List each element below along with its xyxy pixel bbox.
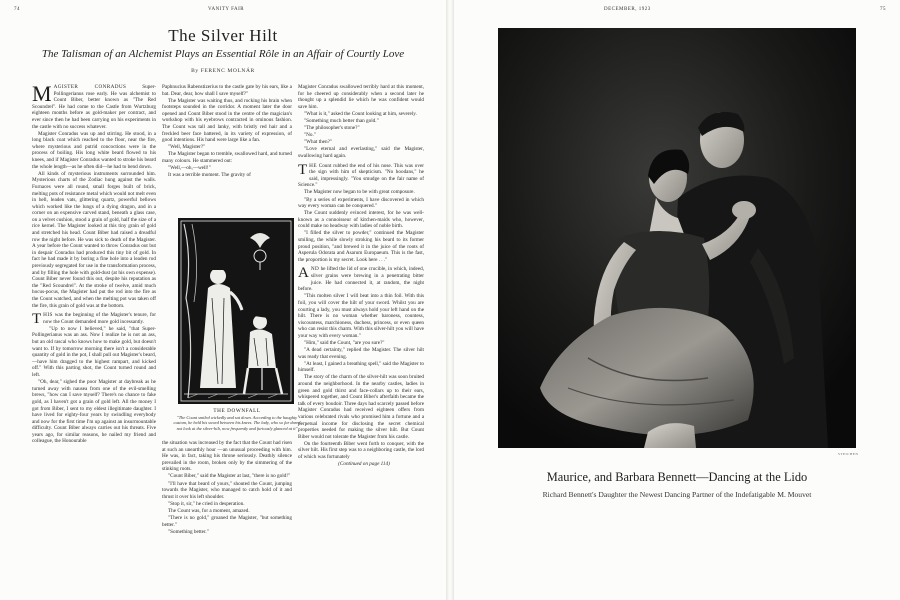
left-folio-number: 74	[14, 7, 20, 12]
paragraph: The Magister now began to be with great composure.	[304, 189, 415, 196]
paragraph: The Magister began to tremble, swallowed hard, and turned many colours. He stammered out:	[162, 151, 292, 165]
paragraph: Paphnucius Rabenstizerius to the castle gate by his ears, like a bat. Dear, dear, how shall I save myself?"	[162, 84, 292, 97]
paragraph: The Magister was waiting thus, and rocking his brain when footsteps sounded in the corridor. A moment later the door opened and Count Biber stood in the centre of the magician's workshop with his eyebrows contracted in ominous fashion. The Count was tall and lanky, with bristly red hair and a freckled beer face battered, in its variety of expression, of good intentions. His hand were large like a fan.	[162, 97, 292, 144]
paragraph: "Well, Magister?"	[168, 144, 206, 151]
drop-cap: M	[32, 84, 52, 106]
paragraph: "Love eternal and everlasting," said the Magister, swallowing hard again.	[298, 146, 424, 159]
paragraph: "This molten silver I will beat into a thin foil. With this foil, you will cover the hilt of your sword. Whilst you are courting a lady, you must always hold your left hand on the hilt. There is no woman whether baroness, countess, viscountess, marchioness, duchess, princess, or even queen who can resist this charm. With this silver-hilt you will have your way with every woman."	[298, 293, 424, 339]
dancers-photo-image	[498, 28, 856, 448]
paragraph: It was a terrible moment. The gravity of	[168, 172, 251, 179]
left-page	[0, 0, 446, 600]
paragraph: The Count was, for a moment, amazed.	[168, 507, 250, 514]
paragraph: "Oh, dear," sighed the poor Magister at daybreak as he turned away with nausea from one of the evil-smelling brews, "how can I save myself? There's no chance to fake gold, as I haven't got a grain of gold left. All the money I got from Biber, I sent to my eldest illegitimate daughter. I have lived for eighty-four years by swindling everybody and now for the first time I'm up against an insurmountable difficulty. Count Biber always carries out his threats. Five years ago, for similar reasons, he nailed my friend and colleague, the Honourable	[32, 379, 156, 445]
right-folio-number: 75	[880, 7, 886, 12]
paragraph-text: he lifted the lid of one crucible, in which, indeed, silver grains were brewing in a penetrating bitter juice. He had connected it, at random, the night before.	[298, 266, 424, 293]
paragraph: "There is no gold," groaned the Magister, "but something better."	[162, 515, 292, 528]
paragraph: "I filled the silver to powder," continued the Magister smiling, the while slowly stroking his beard to its former proud position, "and brewed it in the juice of the roots of Asperula Odorata and Asarum Europaeum. This is the fast, the proportion is my secret. Look here . . ."	[298, 230, 424, 263]
paragraph: "Stop it, sir," he cried in desperation.	[168, 500, 245, 507]
lead-in: HE	[309, 162, 317, 169]
paragraph	[32, 311, 156, 328]
illustration-caption-title: THE DOWNFALL	[213, 408, 261, 414]
right-page	[454, 0, 900, 600]
left-folio-magazine: VANITY FAIR	[208, 7, 245, 12]
paragraph: "By a series of experiments, I have discovered in which way every woman can be conquered."	[298, 196, 424, 210]
paragraph: On the fourteenth Biber went forth to conquer, with the silver hilt. His first step was to a neighboring castle, the lord of which was fortunately	[298, 440, 424, 461]
paragraph	[32, 84, 156, 130]
article-column-2-bottom	[162, 440, 292, 594]
lead-in: AGISTER CONRADUS	[53, 84, 127, 90]
paragraph	[298, 163, 424, 189]
paragraph-text: Super-Pollingerianus rose early. He was alchemist to Count Biber, better known as "The Red Scoundrel". He had come to the Castle from Wurtzburg eighteen months before as gold-maker per contract, and ever since then he had been carrying on his experiments in the castle with no success whatever.	[32, 84, 156, 130]
article-column-3	[298, 84, 424, 594]
paragraph: "Him," said the Count, "are you sure?"	[304, 339, 385, 346]
paragraph: The story of the charm of the silver-hilt was soon bruited around the neighborhood. In the nearby castles, ladies in green and gold thirst and face-collars up to their ears, whispered together, and Count Biber's afterfaith became the talk of every boudoir. Three days had scarcely passed before Magister Conradus had received eighteen offers from various celebrated rivals who promised him a fortune and a perpetual income for disclosing the secret chemical properties needed for making the silver hilt. But Count Biber would not tolerate the Magister from his castle.	[298, 374, 424, 440]
photo-heading: Maurice, and Barbara Bennett—Dancing at the Lido	[546, 470, 808, 484]
paragraph: "Well,—oh,—well!"	[168, 165, 211, 172]
paragraph: "A dead certainty," replied the Magister. The silver hilt was ready that evening.	[298, 347, 424, 360]
photo-credit: STEICHEN	[838, 452, 859, 456]
illustration-caption-text: "The Count smiled wickedly and sat down. According to the haughty custom, he held his sword between his knees. The lady, who so far dared not look at the silver-hilt, now frequently and furiously glanced at it"	[173, 415, 301, 431]
article-column-2-top	[162, 84, 292, 214]
article-title: The Silver Hilt	[168, 26, 278, 45]
lead-in: ND	[310, 266, 320, 273]
woodcut-illustration	[178, 218, 294, 404]
paragraph: "Count Biber," said the Magister at last, "there is no gold!"	[168, 473, 291, 480]
paragraph: the situation was increased by the fact that the Count had risen at such an unearthly hour —an unusual proceeding with him. He was, in fact, taking his throne seriously. Deathly silence prevailed in the room, broken only by the simmering of the stinking roots.	[162, 440, 292, 473]
dancers-photograph	[498, 28, 856, 448]
paragraph: "What then?"	[304, 139, 332, 146]
paragraph: Magister Conradus swallowed terribly hard at this moment, for he cheered up considerably when a second later he thought up a splendid lie which he was confident would save him.	[298, 84, 424, 110]
paragraph: "I'll have that beard of yours," shouted the Count, jumping towards the Magister, who managed to catch hold of it and thrust it over his left shoulder.	[162, 480, 292, 500]
paragraph: "Something better."	[168, 528, 209, 535]
paragraph: All kinds of mysterious instruments surrounded him. Mysterious charts of the Zodiac hung against the walls. Furnaces were all round, small forges built of brick, melting pots of resistance metal which would not melt even in hell, leaden vats, glittering quartz, powerful bellows which worked like the lungs of a dying dragon, and in a corner on an expensive carved stand, beneath a glass case, on a velvet cushion, stood a grain of gold, half the size of a rice kernel. The Magister looked at this tiny grain of gold and stretched his head. Count Biber had raised a dreadful row the night before. He was sick to death of the Magister. A year before the Count wanted to throw Conradus out but in despair Conradus had produced this tiny bit of gold. In fact he had made it by boring a fine hole into a leaden rod previously segregated for use in the transformation process, and by filling the hole with gold-dust (at his own expense). Count Biber never found this out, despite his reputation as the "Red Scoundrel". At the stroke of twelve, amid much hocus-pocus, the Magister had put the rod into the fire as the Count watched, and when the melting pot was taken off the fire, this grain of gold was at the bottom.	[32, 170, 156, 309]
paragraph: The Count suddenly evinced interest, for he was well-known as a connoisseur of kitchen-maids who, however, could make no headway with ladies of noble birth.	[298, 210, 424, 230]
paragraph: Magister Conradus was up and stirring. He stood, in a long black coat which reached to the floor, near the fire, where mysterious and putrid concoctions were in the process of boiling. His long white beard flowed to his knees, and if Magister Conradus wanted to stroke his beard the whole length—as he often did—he had to bend down.	[32, 130, 156, 170]
section-initial: A	[298, 265, 309, 282]
paragraph: "The philosopher's stone?"	[304, 125, 360, 132]
section-initial: T	[32, 311, 42, 328]
article-column-1	[32, 84, 156, 594]
article-subtitle: The Talisman of an Alchemist Plays an Essential Rôle in an Affair of Courtly Love	[41, 48, 405, 60]
photo-subheading: Richard Bennett's Daughter the Newest Dancing Partner of the Indefatigable M. Mouvet	[542, 490, 812, 499]
section-initial: T	[298, 161, 308, 178]
downfall-woodcut	[178, 218, 294, 404]
paragraph: "At least, I gained a breathing spell," said the Magister to himself.	[298, 360, 424, 374]
article-byline: By FERENC MOLNÁR	[191, 68, 255, 74]
right-folio-magazine: DECEMBER, 1923	[604, 7, 651, 12]
paragraph: "No."	[304, 132, 316, 139]
paragraph	[298, 266, 424, 292]
paragraph: "Something much better than gold."	[304, 117, 379, 124]
page-gutter	[446, 0, 454, 600]
paragraph-text: Count rubbed the end of his nose. This was over the sign with him of skepticism. "No hoodans," he said, impressingly. "You smudge on the fair name of Science."	[298, 162, 424, 189]
lead-in: HIS	[43, 312, 53, 319]
paragraph-text: was the beginning of the Magister's tenure, for now the Count demanded more gold incessantly.	[43, 312, 156, 325]
paragraph: "What is it," asked the Count looking at him, severely.	[304, 110, 417, 117]
paragraph: "Up to now I believed," he said, "that Super-Pollingerianus was an ass. Now I realize he is not an ass, but an old rascal who knows how to make gold, but doesn't want to. If by tomorrow morning there isn't a considerable quantity of gold in the pot, I shall pull out Magister's beard,—have him dragged to the highest rampart, and kicked off." With this parting shot, the Count turned round and left.	[32, 325, 156, 379]
continued-note: (Continued on page 114)	[338, 461, 390, 468]
